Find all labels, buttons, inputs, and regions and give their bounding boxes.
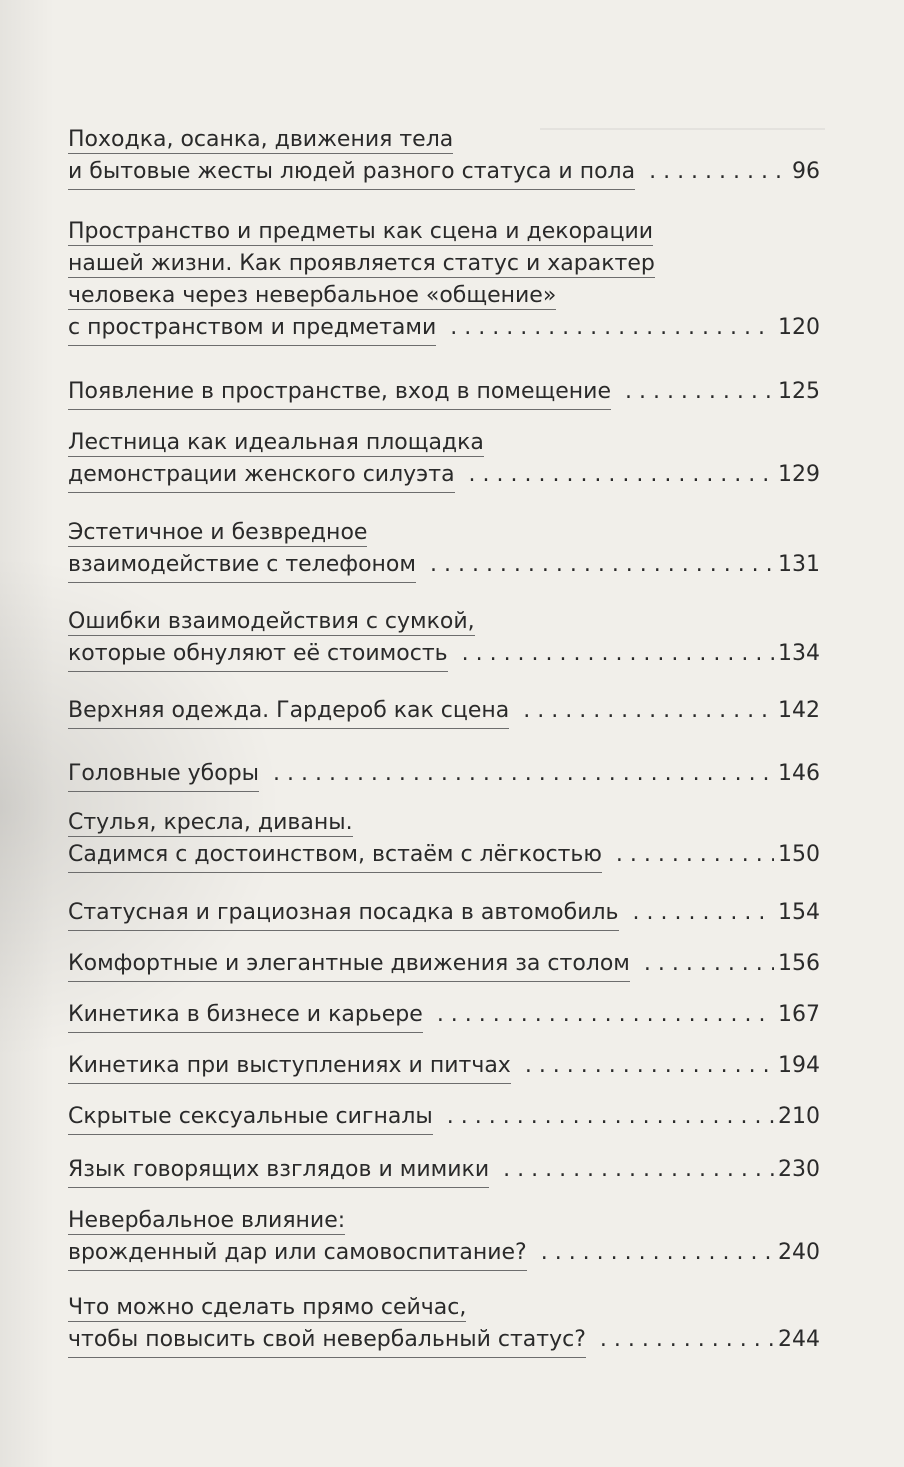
page-number: 244 (778, 1327, 820, 1352)
toc-entry-title: Комфортные и элегантные движения за столом (68, 948, 630, 982)
toc-entry-title: Появление в пространстве, вход в помещение (68, 376, 611, 410)
toc-entry-line (68, 124, 820, 156)
toc-entry-title: Лестница как идеальная площадка (68, 430, 484, 455)
dot-leader (644, 948, 774, 980)
toc-entry-line (68, 948, 820, 980)
page-number: 125 (778, 379, 820, 404)
toc-entry (68, 948, 820, 980)
toc-entry (68, 758, 820, 790)
dot-leader (523, 695, 774, 727)
toc-entry (68, 517, 820, 581)
dot-leader (625, 376, 774, 408)
page-number: 156 (778, 951, 820, 976)
page-number: 120 (778, 315, 820, 340)
toc-entry (68, 1050, 820, 1082)
page-number: 150 (778, 842, 820, 867)
toc-entry-line (68, 1050, 820, 1082)
toc-entry-title: и бытовые жесты людей разного статуса и пола (68, 156, 635, 190)
page-number: 240 (778, 1240, 820, 1265)
toc-entry-title: Верхняя одежда. Гардероб как сцена (68, 695, 509, 729)
toc-entry (68, 216, 820, 344)
dot-leader (525, 1050, 774, 1082)
toc-entry-line (68, 1154, 820, 1186)
toc-entry-title: врожденный дар или самовоспитание? (68, 1237, 527, 1271)
dot-leader (469, 459, 774, 491)
toc-entry (68, 695, 820, 727)
toc-entry-title: Ошибки взаимодействия с сумкой, (68, 609, 475, 634)
toc-entry-line (68, 1205, 820, 1237)
toc-entry (68, 606, 820, 670)
page-number: 129 (778, 462, 820, 487)
toc-entry-line (68, 156, 820, 188)
toc-entry-title: с пространством и предметами (68, 312, 436, 346)
page-number: 142 (778, 698, 820, 723)
page-number: 146 (778, 761, 820, 786)
toc-entry-line (68, 1292, 820, 1324)
toc-entry-title: Стулья, кресла, диваны. (68, 810, 353, 835)
toc-entry-title: взаимодействие с телефоном (68, 549, 416, 583)
toc-entry-title: Скрытые сексуальные сигналы (68, 1101, 433, 1135)
toc-entry-line (68, 312, 820, 344)
toc-entry-title: которые обнуляют её стоимость (68, 638, 448, 672)
toc-entry-line (68, 758, 820, 790)
toc-entry-title: Что можно сделать прямо сейчас, (68, 1295, 467, 1320)
page-number: 154 (778, 900, 820, 925)
toc-entry (68, 376, 820, 408)
toc-entry-title: Язык говорящих взглядов и мимики (68, 1154, 489, 1188)
page-number: 167 (778, 1002, 820, 1027)
toc-entry-line (68, 427, 820, 459)
toc-entry (68, 427, 820, 491)
toc-entry-line (68, 459, 820, 491)
toc-entry-line (68, 606, 820, 638)
page-number: 210 (778, 1104, 820, 1129)
toc-entry-line (68, 517, 820, 549)
dot-leader (633, 897, 774, 929)
toc-entry-line (68, 1324, 820, 1356)
toc-entry-title: человека через невербальное «общение» (68, 283, 557, 308)
toc-entry-title: Кинетика при выступлениях и питчах (68, 1050, 511, 1084)
dot-leader (447, 1101, 774, 1133)
toc-entry-line (68, 248, 820, 280)
toc-entry (68, 1101, 820, 1133)
toc-entry-title: Статусная и грациозная посадка в автомобиль (68, 897, 619, 931)
toc-entry-title: Походка, осанка, движения тела (68, 127, 454, 152)
toc-entry-title: Невербальное влияние: (68, 1208, 346, 1233)
dot-leader (600, 1324, 774, 1356)
toc-entry-title: Кинетика в бизнесе и карьере (68, 999, 423, 1033)
toc-entry-line (68, 999, 820, 1031)
toc-entry-line (68, 839, 820, 871)
toc-entry (68, 1154, 820, 1186)
toc-entry-title: Пространство и предметы как сцена и декорации (68, 219, 654, 244)
page-number: 194 (778, 1053, 820, 1078)
dot-leader (649, 156, 788, 188)
toc-entry (68, 999, 820, 1031)
toc-entry-line (68, 549, 820, 581)
toc-entry-title: демонстрации женского силуэта (68, 459, 455, 493)
dot-leader (462, 638, 774, 670)
toc-entry-line (68, 1237, 820, 1269)
dot-leader (541, 1237, 774, 1269)
dot-leader (273, 758, 774, 790)
toc-entry-line (68, 216, 820, 248)
page-number: 134 (778, 641, 820, 666)
toc-entry (68, 807, 820, 871)
dot-leader (616, 839, 774, 871)
toc-entry (68, 897, 820, 929)
toc-entry (68, 1205, 820, 1269)
toc-entry-title: нашей жизни. Как проявляется статус и характер (68, 251, 655, 276)
toc-entry-line (68, 638, 820, 670)
toc-entry (68, 1292, 820, 1356)
dot-leader (450, 312, 774, 344)
toc-entry-title: Садимся с достоинством, встаём с лёгкостью (68, 839, 602, 873)
toc-entry-line (68, 280, 820, 312)
dot-leader (437, 999, 774, 1031)
toc-entry-title: Эстетичное и безвредное (68, 520, 368, 545)
dot-leader (430, 549, 774, 581)
toc-entry-line (68, 897, 820, 929)
toc-entry-line (68, 807, 820, 839)
toc-entry-title: чтобы повысить свой невербальный статус? (68, 1324, 586, 1358)
page-number: 96 (792, 159, 820, 184)
toc-entry-line (68, 376, 820, 408)
page-number: 131 (778, 552, 820, 577)
page-number: 230 (778, 1157, 820, 1182)
toc-entry (68, 124, 820, 188)
dot-leader (503, 1154, 774, 1186)
toc-entry-title: Головные уборы (68, 758, 259, 792)
toc-entry-line (68, 695, 820, 727)
toc-entry-line (68, 1101, 820, 1133)
